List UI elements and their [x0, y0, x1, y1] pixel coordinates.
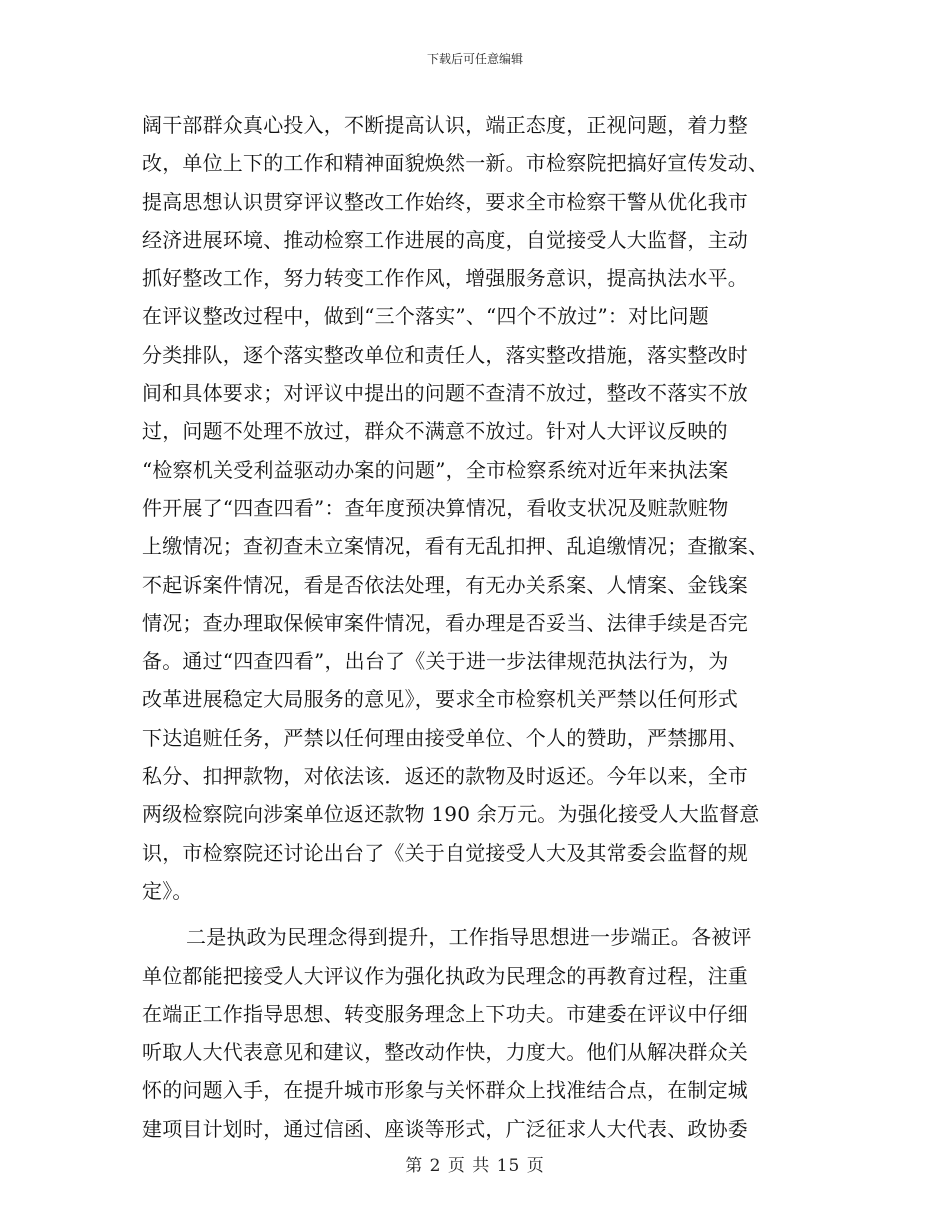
paragraph-first-line: 二是执政为民理念得到提升，工作指导思想进一步端正。各被评: [186, 925, 752, 950]
text-line: 在端正工作指导思想、转变服务理念上下功夫。市建委在评议中仔细: [142, 1001, 748, 1026]
text-line: 在评议整改过程中，做到“三个落实”、“四个不放过”：对比问题: [142, 304, 709, 329]
text-line: 分类排队，逐个落实整改单位和责任人，落实整改措施，落实整改时: [142, 342, 748, 367]
paragraph-gap: [142, 910, 812, 918]
text-line: 定》。: [142, 878, 193, 903]
text-line: 怀的问题入手，在提升城市形象与关怀群众上找准结合点，在制定城: [142, 1078, 748, 1103]
text-line: 下达追赃任务，严禁以任何理由接受单位、个人的赞助，严禁挪用、: [142, 725, 748, 750]
page-number-footer: 第 2 页 共 15 页: [405, 1156, 545, 1176]
text-line: 不起诉案件情况，看是否依法处理，有无办关系案、人情案、金钱案: [142, 572, 748, 597]
text-line: 改，单位上下的工作和精神面貌焕然一新。市检察院把搞好宣传发动、: [142, 151, 769, 176]
text-line: 抓好整改工作，努力转变工作作风，增强服务意识，提高执法水平。: [142, 266, 748, 291]
text-line: 备。通过“四查四看”，出台了《关于进一步法律规范执法行为，为: [142, 649, 729, 674]
text-line: 提高思想认识贯穿评议整改工作始终，要求全市检察干警从优化我市: [142, 189, 748, 214]
text-line: 过，问题不处理不放过，群众不满意不放过。针对人大评议反映的: [142, 419, 728, 444]
text-line: 情况；查办理取保候审案件情况，看办理是否妥当、法律手续是否完: [142, 610, 748, 635]
text-line: 听取人大代表意见和建议，整改动作快，力度大。他们从解决群众关: [142, 1040, 748, 1065]
text-line: 两级检察院向涉案单位返还款物 190 余万元。为强化接受人大监督意: [142, 802, 760, 827]
text-line: 识，市检察院还讨论出台了《关于自觉接受人大及其常委会监督的规: [142, 840, 748, 865]
text-line: “检察机关受利益驱动办案的问题”，全市检察系统对近年来执法案: [142, 457, 729, 482]
text-line: 间和具体要求；对评议中提出的问题不查清不放过，整改不落实不放: [142, 381, 748, 406]
text-line: 经济进展环境、推动检察工作进展的高度，自觉接受人大监督，主动: [142, 227, 748, 252]
text-line: 建项目计划时，通过信函、座谈等形式，广泛征求人大代表、政协委: [142, 1116, 748, 1141]
text-line: 私分、扣押款物，对依法该．返还的款物及时返还。今年以来，全市: [142, 764, 748, 789]
text-line: 单位都能把接受人大评议作为强化执政为民理念的再教育过程，注重: [142, 963, 748, 988]
document-body: [142, 106, 812, 1148]
text-line: 阔干部群众真心投入，不断提高认识，端正态度，正视问题，着力整: [142, 113, 748, 137]
text-line: 改革进展稳定大局服务的意见》，要求全市检察机关严禁以任何形式: [142, 687, 738, 712]
text-line: 上缴情况；查初查未立案情况，看有无乱扣押、乱追缴情况；查撤案、: [142, 534, 769, 559]
page-header: 下载后可任意编辑: [426, 52, 523, 66]
text-line: 件开展了“四查四看”：查年度预决算情况，看收支状况及赃款赃物: [142, 495, 729, 520]
